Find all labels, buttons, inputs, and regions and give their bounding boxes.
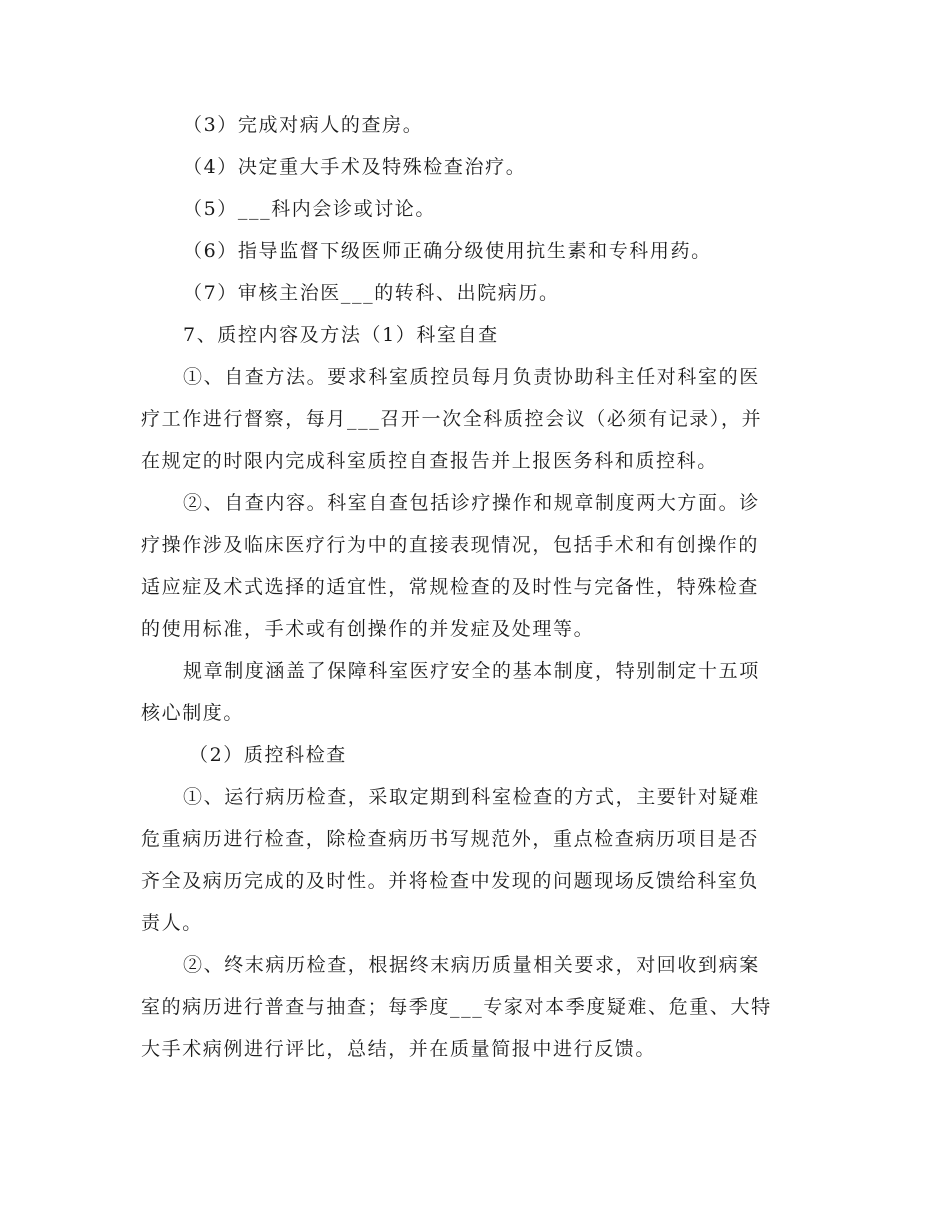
text-line: （2）质控科检查 (189, 744, 347, 766)
text-line: 齐全及病历完成的及时性。并将检查中发现的问题现场反馈给科室负 (141, 870, 760, 892)
text-line: 在规定的时限内完成科室质控自查报告并上报医务科和质控科。 (141, 450, 718, 472)
paragraph-final-records (141, 944, 811, 1070)
text-line: （7）审核主治医___的转科、出院病历。 (183, 282, 560, 304)
text-line: 规章制度涵盖了保障科室医疗安全的基本制度，特别制定十五项 (183, 660, 760, 682)
section-heading-7 (141, 314, 811, 356)
subheading-qc-inspection (141, 734, 811, 776)
text-line: 大手术病例进行评比，总结，并在质量简报中进行反馈。 (141, 1038, 657, 1060)
text-line: ②、终末病历检查，根据终末病历质量相关要求，对回收到病案 (183, 954, 760, 976)
text-line: ②、自查内容。科室自查包括诊疗操作和规章制度两大方面。诊 (183, 492, 760, 514)
text-line: 疗操作涉及临床医疗行为中的直接表现情况，包括手术和有创操作的 (141, 534, 760, 556)
paragraph-self-check-method (141, 356, 811, 482)
text-line: 室的病历进行普查与抽查；每季度___专家对本季度疑难、危重、大特 (141, 996, 772, 1018)
list-item-6 (141, 230, 811, 272)
list-item-3 (141, 104, 811, 146)
list-item-5 (141, 188, 811, 230)
text-line: 的使用标准，手术或有创操作的并发症及处理等。 (141, 618, 595, 640)
paragraph-self-check-content (141, 482, 811, 650)
text-line: （4）决定重大手术及特殊检查治疗。 (183, 156, 527, 178)
text-line: ①、运行病历检查，采取定期到科室检查的方式，主要针对疑难 (183, 786, 760, 808)
text-line: （5）___科内会诊或讨论。 (183, 198, 436, 220)
paragraph-rules (141, 650, 811, 734)
text-line: 7、质控内容及方法（1）科室自查 (183, 324, 499, 346)
paragraph-running-records (141, 776, 811, 944)
text-line: 疗工作进行督察，每月___召开一次全科质控会议（必须有记录），并 (141, 408, 763, 430)
document-body (141, 104, 811, 1070)
text-line: （6）指导监督下级医师正确分级使用抗生素和专科用药。 (183, 240, 712, 262)
text-line: 核心制度。 (141, 702, 245, 724)
text-line: （3）完成对病人的查房。 (183, 114, 424, 136)
text-line: 适应症及术式选择的适宜性，常规检查的及时性与完备性，特殊检查 (141, 576, 760, 598)
text-line: 责人。 (141, 912, 203, 934)
text-line: ①、自查方法。要求科室质控员每月负责协助科主任对科室的医 (183, 366, 760, 388)
text-line: 危重病历进行检查，除检查病历书写规范外，重点检查病历项目是否 (141, 828, 760, 850)
list-item-4 (141, 146, 811, 188)
list-item-7 (141, 272, 811, 314)
